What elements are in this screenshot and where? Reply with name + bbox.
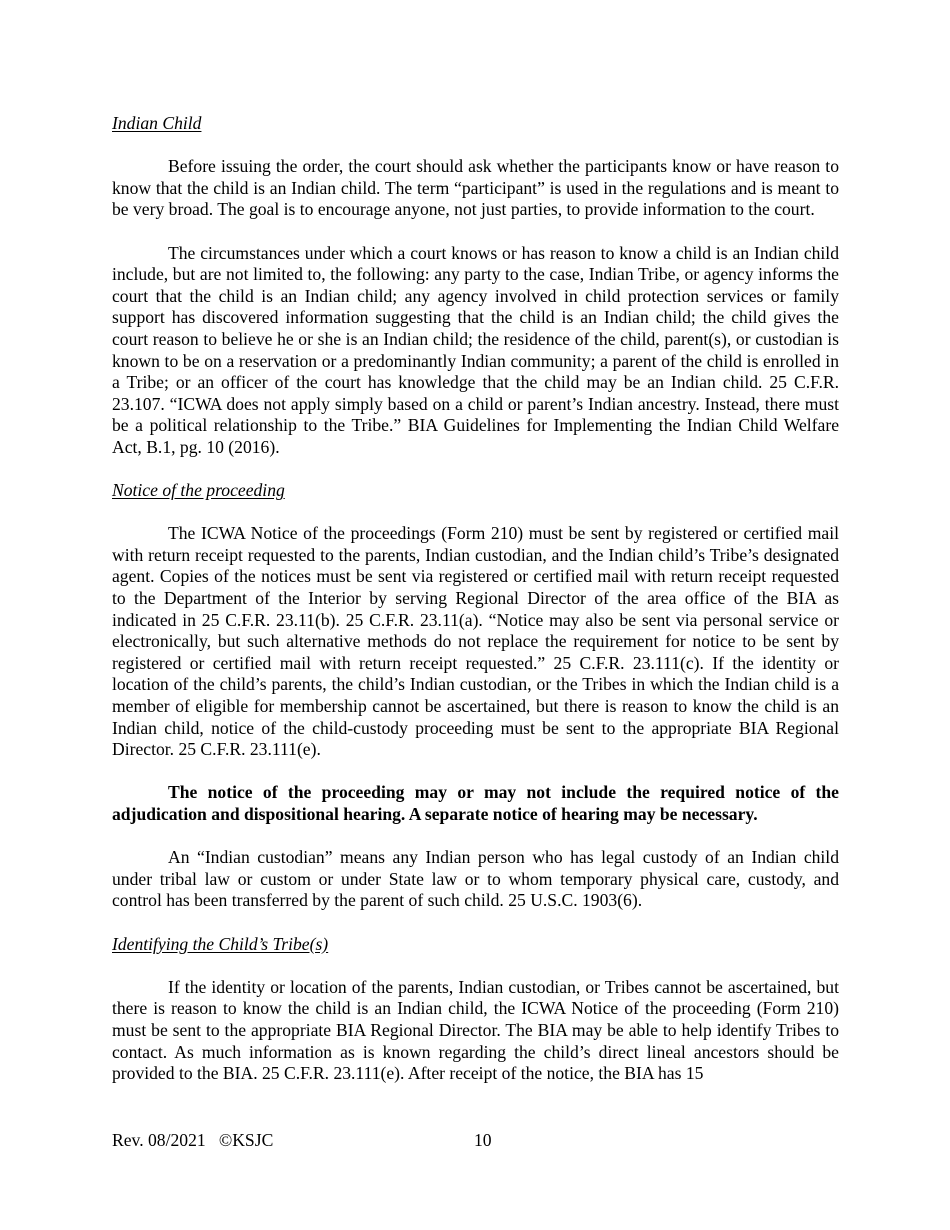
- paragraph-indian-custodian: An “Indian custodian” means any Indian person who has legal custody of an Indian child under tribal law or custom or under State law or to whom temporary physical care, custody, and control has been transferred by the parent of such child. 25 U.S.C. 1903(6).: [112, 847, 839, 911]
- heading-indian-child: Indian Child: [112, 113, 202, 133]
- paragraph-identifying-1: If the identity or location of the parents, Indian custodian, or Tribes cannot be ascertained, but there is reason to know the child is an Indian child, the ICWA Notice of the proceeding (Form 210) must be sent to the appropriate BIA Regional Director. The BIA may be able to help identify Tribes to contact. As much information as is known regarding the child’s direct lineal ancestors should be provided to the BIA. 25 C.F.R. 23.111(e). After receipt of the notice, the BIA has 15: [112, 976, 839, 1084]
- paragraph-indian-child-2: The circumstances under which a court knows or has reason to know a child is an Indian child include, but are not limited to, the following: any party to the case, Indian Tribe, or agency informs the court that the child is an Indian child; any agency involved in child protection services or family support has discovered information suggesting that the child is an Indian child; the child gives the court reason to believe he or she is an Indian child; the residence of the child, parent(s), or custodian is known to be on a reservation or a predominantly Indian community; a parent of the child is enrolled in a Tribe; or an officer of the court has knowledge that the child may be an Indian child. 25 C.F.R. 23.107. “ICWA does not apply simply based on a child or parent’s Indian ancestry. Instead, there must be a political relationship to the Tribe.” BIA Guidelines for Implementing the Indian Child Welfare Act, B.1, pg. 10 (2016).: [112, 242, 839, 457]
- document-page: [112, 113, 839, 1085]
- heading-notice-of-proceeding: Notice of the proceeding: [112, 480, 285, 501]
- heading-identifying-tribe: Identifying the Child’s Tribe(s): [112, 933, 329, 954]
- footer-revision: Rev. 08/2021 ©KSJC: [112, 1130, 274, 1150]
- paragraph-notice-bold: The notice of the proceeding may or may not include the required notice of the adjudication and dispositional hearing. A separate notice of hearing may be necessary.: [112, 782, 839, 824]
- paragraph-indian-child-1: Before issuing the order, the court should ask whether the participants know or have reason to know that the child is an Indian child. The term “participant” is used in the regulations and is meant to be very broad. The goal is to encourage anyone, not just parties, to provide information to the court.: [112, 156, 839, 220]
- footer-page-number: 10: [474, 1130, 492, 1150]
- paragraph-notice-1: The ICWA Notice of the proceedings (Form 210) must be sent by registered or certified mail with return receipt requested to the parents, Indian custodian, and the Indian child’s Tribe’s designated agent. Copies of the notices must be sent via registered or certified mail with return receipt requested to the Department of the Interior by serving Regional Director of the area office of the BIA as indicated in 25 C.F.R. 23.11(b). 25 C.F.R. 23.11(a). “Notice may also be sent via personal service or electronically, but such alternative methods do not replace the requirement for notice to be sent by registered or certified mail with return receipt requested.” 25 C.F.R. 23.111(c). If the identity or location of the child’s parents, the child’s Indian custodian, or the Tribes in which the Indian child is a member of eligible for membership cannot be ascertained, but there is reason to know the child is an Indian child, notice of the child-custody proceeding must be sent to the appropriate BIA Regional Director. 25 C.F.R. 23.111(e).: [112, 523, 839, 760]
